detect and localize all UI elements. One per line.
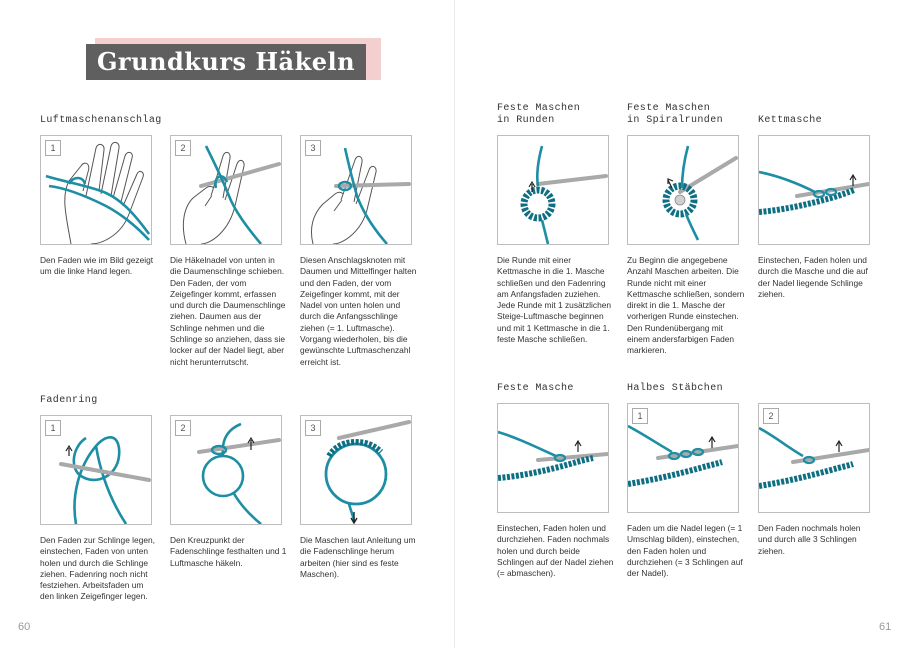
caption-kettmasche: Einstechen, Faden holen und durch die Masche und die auf der Nadel liegende Schlinge ziehen.: [758, 255, 868, 299]
illustration-luftmaschen-step-3: [300, 135, 412, 245]
step-number: 1: [632, 408, 648, 424]
section-label-feste-maschen-runden: [497, 103, 580, 127]
caption-feste-masche: Einstechen, Faden holen und durchziehen. Faden nochmals holen und durch beide Schlingen auf der Nadel ziehen (= abmaschen).: [497, 523, 614, 579]
illustration-feste-maschen-runden: [497, 135, 609, 245]
illustration-feste-maschen-spiral: [627, 135, 739, 245]
step-number: 3: [305, 420, 321, 436]
section-label-feste-maschen-spiral: [627, 103, 723, 127]
page-number-right: 61: [879, 621, 892, 633]
step-number: 1: [45, 420, 61, 436]
step-number: 1: [45, 140, 61, 156]
illustration-fadenring-step-2: [170, 415, 282, 525]
label-line: Feste Maschen: [627, 103, 711, 114]
caption-halbes-staebchen-step-1: Faden um die Nadel legen (= 1 Umschlag bilden), einstechen, den Faden holen und durchziehen (= 3 Schlingen auf der Nadel).: [627, 523, 743, 579]
section-label-halbes-staebchen: Halbes Stäbchen: [627, 383, 724, 394]
caption-fadenring-step-3: Die Maschen laut Anleitung um die Fadenschlinge herum arbeiten (hier sind es feste Maschen).: [300, 535, 416, 579]
chain-row-illustration: [759, 136, 869, 244]
caption-halbes-staebchen-step-2: Den Faden nochmals holen und durch alle 3 Schlingen ziehen.: [758, 523, 861, 556]
single-crochet-illustration: [498, 404, 608, 512]
illustration-feste-masche: [497, 403, 609, 513]
section-label-kettmasche: Kettmasche: [758, 115, 823, 126]
step-number: 2: [175, 420, 191, 436]
illustration-luftmaschen-step-1: [40, 135, 152, 245]
caption-luftmaschen-step-1: Den Faden wie im Bild gezeigt um die linke Hand legen.: [40, 255, 154, 277]
right-page: [455, 0, 910, 648]
step-number: 2: [763, 408, 779, 424]
section-label-fadenring: Fadenring: [40, 395, 98, 406]
section-label-feste-masche: Feste Masche: [497, 383, 574, 394]
caption-feste-maschen-spiral: Zu Beginn die angegebene Anzahl Maschen arbeiten. Die Runde nicht mit einer Kettmasche schließen, sondern direkt in die 1. Masche der vorherigen Runde einstechen. Den Rundenübergang mit einem andersfarbigen Faden markieren.: [627, 255, 745, 356]
caption-luftmaschen-step-2: Die Häkelnadel von unten in die Daumenschlinge schieben. Den Faden, der vom Zeigefinger kommt, erfassen und durch die Daumenschlinge ziehen. Daumen aus der Schlinge nehmen und die Schlinge so anziehen, dass sie locker auf der Nadel liegt, aber nicht herunterrutscht.: [170, 255, 286, 367]
label-line: in Spiralrunden: [627, 115, 724, 126]
page-title: Grundkurs Häkeln: [86, 44, 366, 80]
caption-feste-maschen-runden: Die Runde mit einer Kettmasche in die 1. Masche schließen und den Fadenring am Anfangsfaden zuziehen. Jede Runde mit 1 zusätzlichen Steige-Luftmasche beginnen und mit 1 Kettmasche in die 1. feste Masche schließen.: [497, 255, 612, 345]
label-line: in Runden: [497, 115, 555, 126]
step-number: 3: [305, 140, 321, 156]
label-line: Feste Maschen: [497, 103, 581, 114]
caption-luftmaschen-step-3: Diesen Anschlagsknoten mit Daumen und Mittelfinger halten und den Faden, der vom Zeigefinger kommt, mit der Nadel von unten holen und durch die Anfangsschlinge ziehen (= 1. Luftmasche). Vorgang wiederholen, bis die gewünschte Luftmaschenzahl erreicht ist.: [300, 255, 417, 367]
caption-fadenring-step-2: Den Kreuzpunkt der Fadenschlinge festhalten und 1 Luftmasche häkeln.: [170, 535, 287, 568]
illustration-fadenring-step-1: [40, 415, 152, 525]
section-label-luftmaschenanschlag: Luftmaschenanschlag: [40, 115, 162, 126]
page-number-left: 60: [18, 621, 31, 633]
illustration-halbes-staebchen-step-1: [627, 403, 739, 513]
step-number: 2: [175, 140, 191, 156]
caption-fadenring-step-1: Den Faden zur Schlinge legen, einstechen, Faden von unten holen und durch die Schlinge ziehen. Fadenring noch nicht festziehen. Arbeitsfaden um den linken Zeigefinger legen.: [40, 535, 155, 602]
spiral-crochet-illustration: [628, 136, 738, 244]
illustration-kettmasche: [758, 135, 870, 245]
illustration-fadenring-step-3: [300, 415, 412, 525]
illustration-luftmaschen-step-2: [170, 135, 282, 245]
illustration-halbes-staebchen-step-2: [758, 403, 870, 513]
round-crochet-illustration: [498, 136, 608, 244]
